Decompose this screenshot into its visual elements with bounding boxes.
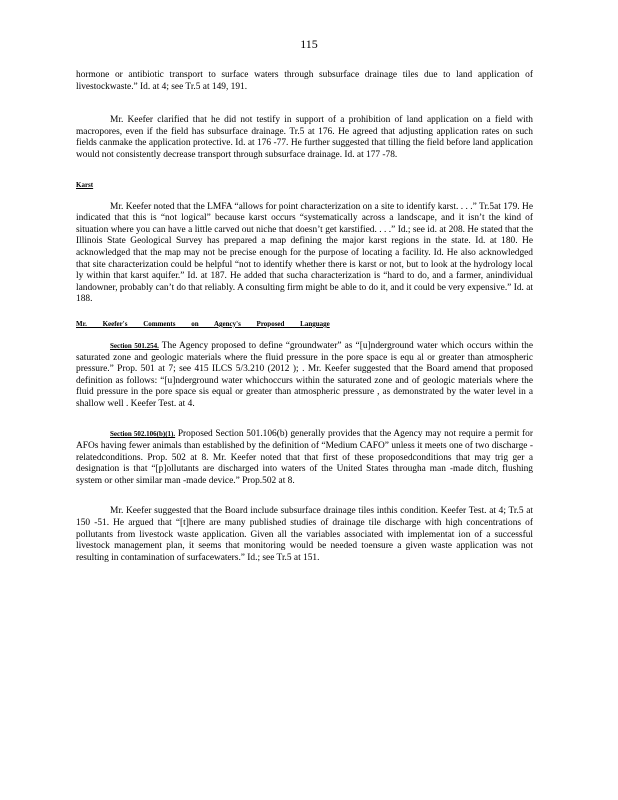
paragraph-section-501-254 xyxy=(76,341,533,411)
page-number: 115 xyxy=(300,37,318,51)
paragraph: Mr. Keefer noted that the LMFA “allows for point characterization on a site to identify karst. . . .” Tr.5at 179. He indicated that this is “not logical” because karst occurs “systematically across a landscape, and it isn’t the kind of situation where you can have a little carved out niche that doesn’t get karstified. . . .” Id.; see id. at 208. He stated that the Illinois State Geological Survey has prepared a map defining the major karst regions in the state. Id. at 180. He acknowledged that the map may not be precise enough for the purpose of locating a facility. Id. He also acknowledged that site characterization could be helpful “not to identify whether there is karst or not, but to look at the hydrology local ly within that karst aquifer.” Id. at 187. He added that sucha characterization is “hard to do, and a farmer, anindividual landowner, probably can’t do that reliably. A consulting firm might be able to do it, and it could be very expensive.” Id. at 188. xyxy=(76,201,533,305)
document-body xyxy=(76,70,533,564)
section-heading-karst: Karst xyxy=(76,180,94,189)
section-heading-comments: Mr. Keefer's Comments on Agency's Proposed Language xyxy=(76,319,330,328)
paragraph: Mr. Keefer clarified that he did not testify in support of a prohibition of land application on a field with macropores, even if the field has subsurface drainage. Tr.5 at 176. He agreed that adjusting application rates on such fields canmake the application protective. Id. at 176 -77. He further suggested that tilling the field before land application would not consistently decrease transport through subsurface drainage. Id. at 177 -78. xyxy=(76,115,533,160)
section-label: Section 502.106(b)(1). xyxy=(110,430,176,439)
paragraph: hormone or antibiotic transport to surface waters through subsurface drainage tiles due to land application of livestockwaste.” Id. at 4; see Tr.5 at 149, 191. xyxy=(76,70,533,92)
section-label: Section 501.254. xyxy=(110,341,159,350)
paragraph-text: Proposed Section 501.106(b) generally provides that the Agency may not require a permit for AFOs having fewer animals than established by the definition of “Medium CAFO” unless it meets one of two discharge -relatedconditions. Prop. 502 at 8. Mr. Keefer noted that that first of these proposedconditions that may trig ger a designation is that “[p]ollutants are discharged into waters of the United States througha man -made ditch, flushing system or other similar man -made device.” Prop.502 at 8. xyxy=(76,429,533,486)
paragraph-text: The Agency proposed to define “groundwater” as “[u]nderground water which occurs within the saturated zone and geologic materials where the fluid pressure in the pore space is equ al or greater than atmospheric pressure.” Prop. 501 at 7; see 415 ILCS 5/3.210 (2012 ); . Mr. Keefer suggested that the Board amend that proposed definition as follows: “[u]nderground water whichoccurs within the saturated zone and of geologic materials where the fluid pressure in the pore space sis equal or greater than atmospheric pressure , as demonstrated by the water level in a shallow well . Keefer Test. at 4. xyxy=(76,340,533,409)
paragraph: Mr. Keefer suggested that the Board include subsurface drainage tiles inthis condition. Keefer Test. at 4; Tr.5 at 150 -51. He argued that “[t]here are many published studies of drainage tile discharge with high concentrations of pollutants from livestock waste application. Given all the variables associated with implementat ion of a successful livestock management plan, it seems that monitoring would be needed toensure a given waste application was not resulting in contamination of surfacewaters.” Id.; see Tr.5 at 151. xyxy=(76,506,533,563)
paragraph-section-502-106 xyxy=(76,429,533,487)
